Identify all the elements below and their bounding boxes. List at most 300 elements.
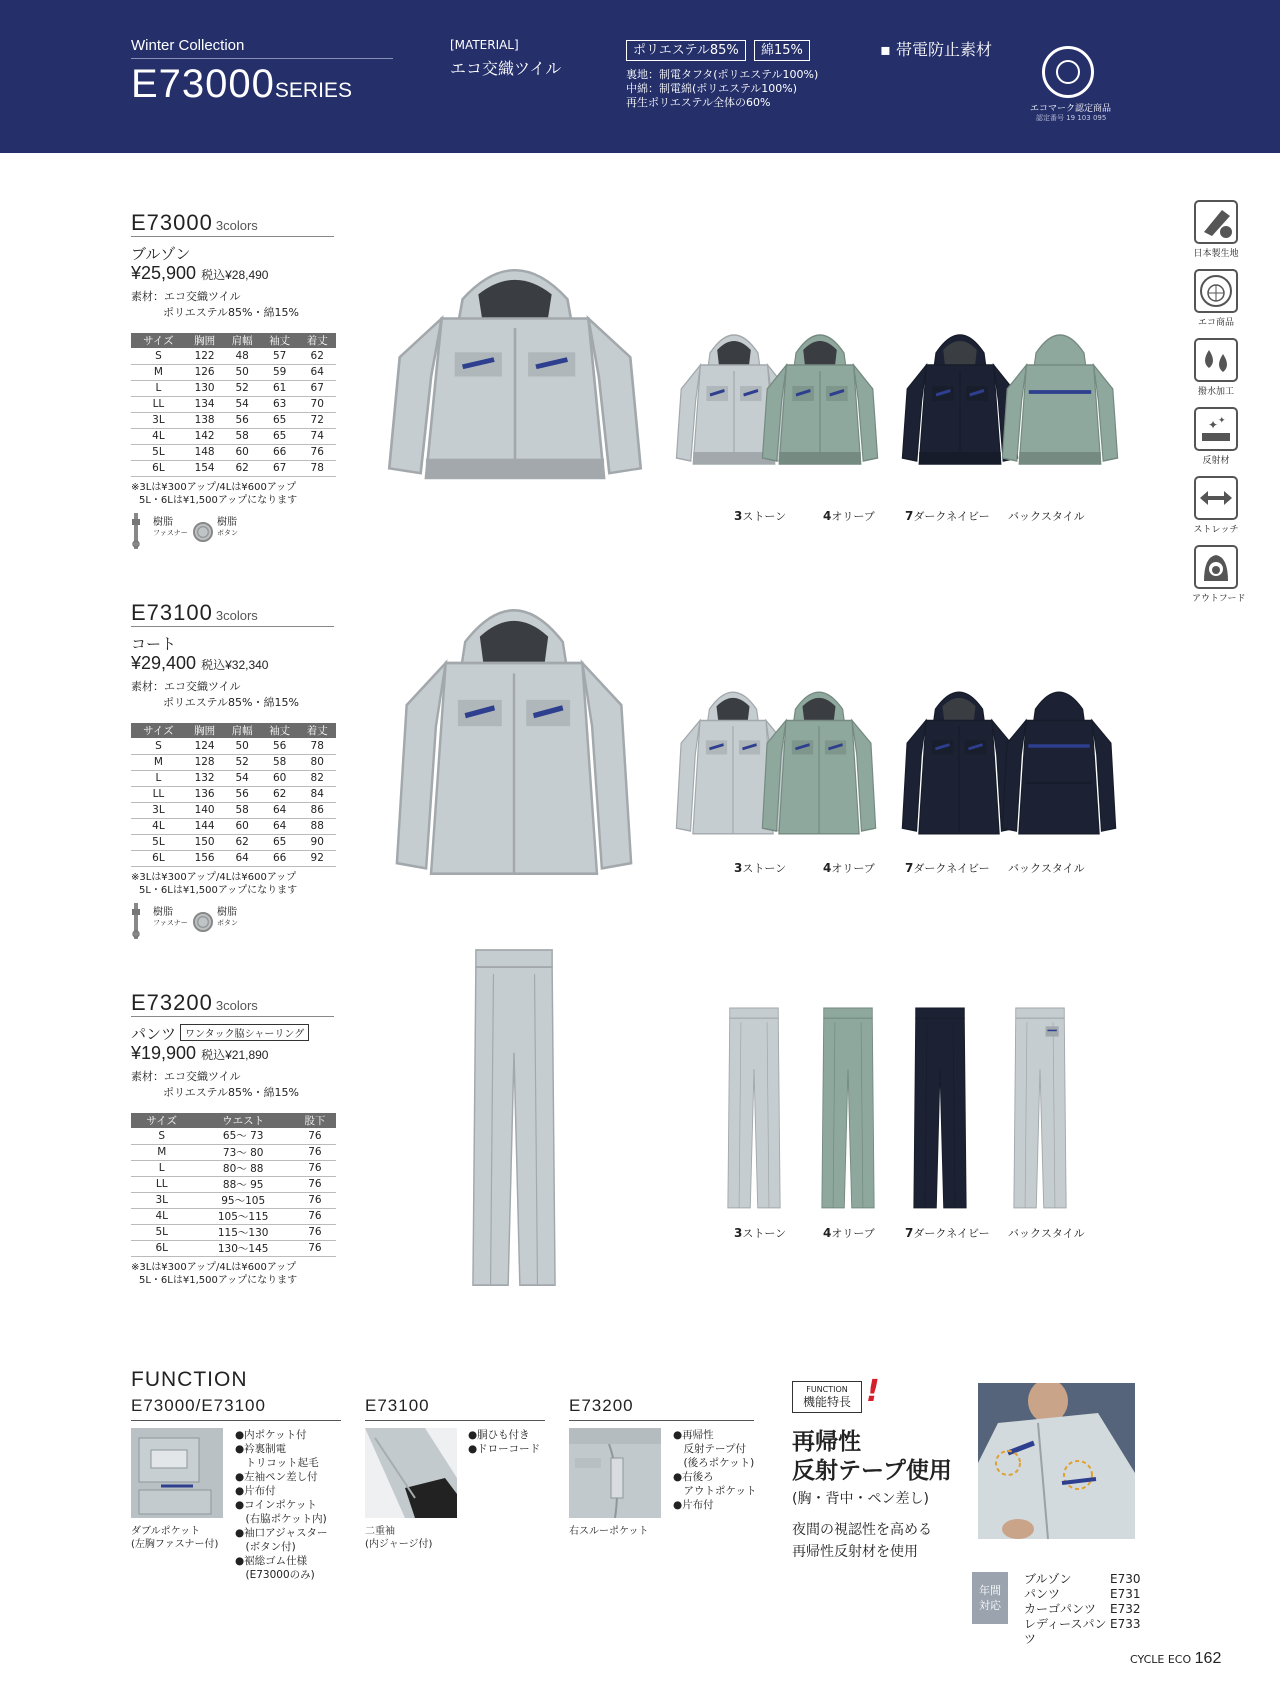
table-row	[131, 412, 336, 428]
item-code: E730	[1110, 1572, 1141, 1586]
table-cell: 65	[261, 412, 299, 428]
column-header: サイズ	[131, 1113, 192, 1128]
material-label: [MATERIAL]	[450, 38, 519, 52]
blouson-hero-image	[384, 246, 646, 536]
table-cell: 6L	[131, 460, 186, 476]
color-number: 3	[734, 861, 743, 875]
table-row	[131, 1224, 336, 1240]
table-row	[131, 1144, 336, 1160]
table-cell: 72	[298, 412, 336, 428]
item-name: ブルゾン	[1024, 1572, 1072, 1586]
table-row	[131, 786, 336, 802]
trim-info	[131, 903, 251, 939]
price-tax: 税込¥28,490	[201, 268, 269, 282]
table-cell: 95～105	[192, 1192, 293, 1208]
table-cell: 140	[186, 802, 224, 818]
product-rule	[131, 1016, 334, 1017]
table-cell: L	[131, 770, 186, 786]
table-cell: 76	[294, 1176, 336, 1192]
item-name: カーゴパンツ	[1024, 1602, 1097, 1616]
material-line: 素材：エコ交織ツイル	[131, 680, 241, 693]
color-number: 7	[905, 509, 914, 523]
table-cell: 62	[298, 348, 336, 364]
double-sleeve-photo	[365, 1428, 457, 1518]
material-line: 素材：エコ交織ツイル	[131, 290, 241, 303]
color-number: 4	[823, 1226, 832, 1240]
column-header: 肩幅	[223, 723, 261, 738]
pants-back-image	[1012, 1008, 1068, 1212]
size-note	[131, 1261, 297, 1287]
list-item	[1024, 1587, 1141, 1602]
page-number: 162	[1194, 1650, 1222, 1667]
table-cell: 59	[261, 364, 299, 380]
coat-hero-image	[392, 584, 636, 900]
table-cell: 54	[223, 396, 261, 412]
list-item: ●胴ひも付き	[468, 1429, 530, 1441]
column-header: 胸囲	[186, 723, 224, 738]
function-title: FUNCTION	[131, 1368, 248, 1391]
pants-hero-image	[470, 950, 558, 1292]
feature-badge	[1192, 338, 1240, 397]
title-line: 反射テープ使用	[792, 1458, 952, 1484]
year-label: 対応	[979, 1599, 1001, 1612]
series-title	[131, 62, 352, 107]
table-cell: 156	[186, 850, 224, 866]
blouson-back-image	[1000, 320, 1120, 500]
name-text: パンツ	[131, 1025, 177, 1043]
table-cell: 65	[261, 834, 299, 850]
material-line: 素材：エコ交織ツイル	[131, 1070, 241, 1083]
list-item: (右脇ポケット内)	[235, 1513, 327, 1525]
table-cell: 3L	[131, 802, 186, 818]
function-rule	[569, 1420, 754, 1421]
table-row	[131, 460, 336, 476]
note-line: 5L・6Lは¥1,500アップになります	[139, 885, 298, 896]
column-header: ウエスト	[192, 1113, 293, 1128]
color-label	[823, 508, 875, 524]
column-header: 肩幅	[223, 333, 261, 348]
table-cell: 66	[261, 850, 299, 866]
note-line: ※3Lは¥300アップ/4Lは¥600アップ	[131, 872, 297, 883]
table-cell: 3L	[131, 1192, 192, 1208]
table-cell: 73～ 80	[192, 1144, 293, 1160]
feature-badge	[1192, 200, 1240, 259]
function-list	[235, 1428, 328, 1582]
color-label	[734, 1225, 786, 1241]
product-price	[131, 653, 268, 674]
color-label	[734, 508, 786, 524]
product-tag: ワンタック脇シャーリング	[180, 1024, 309, 1041]
table-cell: 80	[298, 754, 336, 770]
zipper-label	[153, 518, 188, 538]
table-cell: 62	[223, 834, 261, 850]
feature-label: ストレッチ	[1193, 525, 1239, 535]
table-cell: 76	[294, 1144, 336, 1160]
product-rule	[131, 236, 334, 237]
table-row	[131, 850, 336, 866]
ecomark-icon	[1042, 46, 1094, 98]
color-name: バックスタイル	[1008, 1227, 1085, 1240]
coat-olive-image	[760, 678, 878, 848]
table-row	[131, 1176, 336, 1192]
item-name: レディースパンツ	[1024, 1617, 1107, 1646]
table-cell: 76	[294, 1224, 336, 1240]
table-cell: 60	[261, 770, 299, 786]
color-name: ストーン	[742, 862, 787, 875]
blouson-olive-image	[760, 320, 880, 500]
header-rule	[131, 58, 393, 59]
note-line: 5L・6Lは¥1,500アップになります	[139, 1275, 298, 1286]
material-name: エコ交織ツイル	[450, 59, 562, 78]
table-cell: 132	[186, 770, 224, 786]
list-item: ●ドローコード	[468, 1443, 541, 1455]
function-heading: E73100	[365, 1396, 430, 1415]
table-cell: 124	[186, 738, 224, 754]
list-item: (ボタン付)	[235, 1541, 296, 1553]
made-in-japan-icon	[1194, 200, 1238, 244]
price-text: ¥25,900	[131, 263, 197, 283]
table-cell: 150	[186, 834, 224, 850]
zip-sub-text: ファスナー	[153, 529, 188, 537]
button-sub-text: ボタン	[217, 529, 238, 537]
button-icon	[193, 522, 213, 542]
table-cell: 74	[298, 428, 336, 444]
table-cell: 130～145	[192, 1240, 293, 1256]
table-cell: 65～ 73	[192, 1128, 293, 1144]
list-item: (後ろポケット)	[673, 1457, 755, 1469]
zip-sub-text: ファスナー	[153, 919, 188, 927]
year-round-list	[1024, 1572, 1141, 1647]
table-cell: 76	[294, 1208, 336, 1224]
table-cell: 5L	[131, 1224, 192, 1240]
table-cell: 50	[223, 738, 261, 754]
note-line: ※3Lは¥300アップ/4Lは¥600アップ	[131, 1262, 297, 1273]
color-name: オリーブ	[831, 1227, 875, 1240]
item-name: パンツ	[1024, 1587, 1061, 1601]
material-line: ポリエステル85%・綿15%	[163, 696, 299, 709]
table-cell: 148	[186, 444, 224, 460]
note-line: ※3Lは¥300アップ/4Lは¥600アップ	[131, 482, 297, 493]
item-code: E733	[1110, 1617, 1141, 1631]
color-number: 7	[905, 1226, 914, 1240]
product-price	[131, 263, 268, 284]
list-item: ●袖口アジャスター	[235, 1527, 328, 1539]
zip-label-text: 樹脂	[153, 517, 173, 528]
button-label-text: 樹脂	[217, 517, 237, 528]
table-cell: M	[131, 754, 186, 770]
colors-count: 3colors	[215, 218, 258, 233]
price-text: ¥29,400	[131, 653, 197, 673]
table-cell: 67	[298, 380, 336, 396]
table-row	[131, 802, 336, 818]
series-code: E73000	[131, 62, 275, 106]
table-cell: 56	[261, 738, 299, 754]
table-cell: S	[131, 738, 186, 754]
list-item: ●片布付	[673, 1499, 714, 1511]
item-code: E731	[1110, 1587, 1141, 1601]
padding-text: 中綿：制電綿(ポリエステル100%)	[626, 82, 798, 95]
note-line: 5L・6Lは¥1,500アップになります	[139, 495, 298, 506]
table-cell: 76	[294, 1160, 336, 1176]
size-table-header	[131, 1113, 336, 1128]
table-cell: 65	[261, 428, 299, 444]
table-cell: 128	[186, 754, 224, 770]
table-cell: S	[131, 1128, 192, 1144]
column-header: 胸囲	[186, 333, 224, 348]
special-description	[792, 1519, 932, 1563]
table-cell: 138	[186, 412, 224, 428]
product-material	[131, 1069, 299, 1101]
table-cell: L	[131, 1160, 192, 1176]
color-name: オリーブ	[831, 510, 875, 523]
table-cell: 62	[223, 460, 261, 476]
fiber-cotton-badge: 綿15%	[754, 40, 810, 61]
list-item: (E73000のみ)	[235, 1569, 315, 1581]
code-text: E73000	[131, 210, 213, 235]
feature-label: 日本製生地	[1193, 249, 1239, 259]
price-text: ¥19,900	[131, 1043, 197, 1063]
size-table-header	[131, 333, 336, 348]
material-details	[626, 68, 818, 110]
pants-stone-image	[726, 1008, 782, 1212]
function-rule	[365, 1420, 545, 1421]
size-table-header	[131, 723, 336, 738]
list-item: ●左袖ペン差し付	[235, 1471, 318, 1483]
table-cell: LL	[131, 396, 186, 412]
item-code: E732	[1110, 1602, 1141, 1616]
ecomark-label: エコマーク認定商品	[1030, 104, 1112, 114]
color-name: ダークネイビー	[913, 510, 990, 523]
table-cell: 142	[186, 428, 224, 444]
table-cell: 76	[294, 1192, 336, 1208]
table-cell: 154	[186, 460, 224, 476]
series-suffix: SERIES	[274, 79, 352, 102]
table-row	[131, 770, 336, 786]
table-cell: 61	[261, 380, 299, 396]
caption-line: 右スルーポケット	[569, 1526, 649, 1537]
table-cell: 6L	[131, 850, 186, 866]
svg-text:✦: ✦	[1218, 416, 1226, 426]
list-item	[1024, 1572, 1141, 1587]
list-item: ●再帰性	[673, 1429, 714, 1441]
table-cell: 78	[298, 738, 336, 754]
list-item: ●裾総ゴム仕様	[235, 1555, 308, 1567]
table-cell: 86	[298, 802, 336, 818]
column-header: サイズ	[131, 723, 186, 738]
table-cell: 63	[261, 396, 299, 412]
collection-label: Winter Collection	[131, 37, 245, 54]
table-cell: 105～115	[192, 1208, 293, 1224]
table-cell: 57	[261, 348, 299, 364]
feature-badge	[1192, 407, 1240, 466]
feature-label: 反射材	[1202, 456, 1230, 466]
pants-dark-navy-image	[912, 1008, 968, 1212]
color-number: 3	[734, 1226, 743, 1240]
feature-badge	[1192, 476, 1240, 535]
size-table	[131, 333, 336, 477]
list-item: ●片布付	[235, 1485, 276, 1497]
zipper-label	[153, 908, 188, 928]
coat-back-image	[1000, 678, 1118, 848]
table-cell: 76	[294, 1128, 336, 1144]
table-cell: L	[131, 380, 186, 396]
table-row	[131, 1128, 336, 1144]
color-label	[905, 860, 990, 876]
color-name: ダークネイビー	[913, 1227, 990, 1240]
special-title	[792, 1428, 952, 1486]
table-cell: 3L	[131, 412, 186, 428]
table-row	[131, 738, 336, 754]
table-row	[131, 1240, 336, 1256]
table-row	[131, 1192, 336, 1208]
table-cell: 4L	[131, 1208, 192, 1224]
badge-top: FUNCTION	[806, 1385, 848, 1394]
table-cell: 64	[261, 818, 299, 834]
through-pocket-photo	[569, 1428, 661, 1518]
feature-label: エコ商品	[1197, 318, 1234, 328]
color-name: ストーン	[742, 1227, 787, 1240]
zipper-icon	[131, 903, 141, 939]
table-cell: 54	[223, 770, 261, 786]
product-name	[131, 1023, 309, 1044]
page-footer	[1130, 1650, 1221, 1668]
desc-line: 夜間の視認性を高める	[792, 1522, 932, 1538]
table-cell: 84	[298, 786, 336, 802]
table-cell: 134	[186, 396, 224, 412]
function-caption	[569, 1525, 649, 1538]
product-material	[131, 679, 299, 711]
product-name: コート	[131, 635, 177, 653]
colors-count: 3colors	[215, 608, 258, 623]
year-label: 年間	[979, 1584, 1001, 1597]
table-cell: 58	[223, 428, 261, 444]
badge-bottom: 機能特長	[802, 1395, 851, 1409]
zip-label-text: 樹脂	[153, 907, 173, 918]
table-cell: LL	[131, 786, 186, 802]
table-row	[131, 444, 336, 460]
function-heading: E73200	[569, 1396, 634, 1415]
size-note	[131, 481, 297, 507]
table-cell: 90	[298, 834, 336, 850]
table-row	[131, 834, 336, 850]
caption-line: (内ジャージ付)	[365, 1539, 433, 1550]
product-name: ブルゾン	[131, 245, 191, 263]
column-header: 着丈	[298, 723, 336, 738]
colors-count: 3colors	[215, 998, 258, 1013]
table-cell: M	[131, 1144, 192, 1160]
product-code	[131, 990, 258, 1016]
color-label	[1008, 1225, 1085, 1241]
color-label	[1008, 860, 1085, 876]
column-header: 袖丈	[261, 333, 299, 348]
table-row	[131, 380, 336, 396]
color-name: オリーブ	[831, 862, 875, 875]
column-header: 着丈	[298, 333, 336, 348]
table-cell: 56	[223, 412, 261, 428]
color-name: ダークネイビー	[913, 862, 990, 875]
color-label	[905, 508, 990, 524]
svg-text:✦: ✦	[1208, 418, 1219, 432]
table-cell: 88	[298, 818, 336, 834]
table-row	[131, 364, 336, 380]
list-item: ●右後ろ	[673, 1471, 714, 1483]
size-table	[131, 1113, 336, 1257]
product-code	[131, 600, 258, 626]
button-label	[217, 518, 238, 538]
button-sub-text: ボタン	[217, 919, 238, 927]
list-item	[1024, 1617, 1141, 1647]
table-cell: M	[131, 364, 186, 380]
list-item: 反射テープ付	[673, 1443, 746, 1455]
table-row	[131, 428, 336, 444]
table-cell: 78	[298, 460, 336, 476]
table-cell: 4L	[131, 818, 186, 834]
table-cell: 76	[294, 1240, 336, 1256]
exclamation-mark: !	[866, 1374, 880, 1409]
table-cell: 5L	[131, 834, 186, 850]
color-number: 4	[823, 861, 832, 875]
feature-label: アウトフード	[1192, 594, 1246, 604]
table-cell: 60	[223, 818, 261, 834]
table-cell: 122	[186, 348, 224, 364]
table-cell: 64	[298, 364, 336, 380]
color-label	[823, 1225, 875, 1241]
list-item: ●コインポケット	[235, 1499, 317, 1511]
caption-line: (左胸ファスナー付)	[131, 1539, 219, 1550]
table-cell: 4L	[131, 428, 186, 444]
code-text: E73200	[131, 990, 213, 1015]
trim-info	[131, 513, 251, 549]
color-label	[734, 860, 786, 876]
list-item: ●衿裏制電	[235, 1443, 287, 1455]
code-text: E73100	[131, 600, 213, 625]
antistatic-feature: ▪ 帯電防止素材	[880, 40, 992, 59]
product-price	[131, 1043, 268, 1064]
stretch-arrows-icon	[1194, 476, 1238, 520]
table-cell: 70	[298, 396, 336, 412]
table-cell: 88～ 95	[192, 1176, 293, 1192]
table-cell: 136	[186, 786, 224, 802]
caption-line: 二重袖	[365, 1526, 395, 1537]
table-cell: 115～130	[192, 1224, 293, 1240]
product-code	[131, 210, 258, 236]
feature-badge	[1192, 269, 1240, 328]
double-pocket-photo	[131, 1428, 223, 1518]
table-cell: 80～ 88	[192, 1160, 293, 1176]
table-cell: 64	[261, 802, 299, 818]
column-header: サイズ	[131, 333, 186, 348]
table-cell: 64	[223, 850, 261, 866]
reflective-icon	[1194, 407, 1238, 451]
table-cell: 48	[223, 348, 261, 364]
button-label	[217, 908, 238, 928]
table-cell: 52	[223, 754, 261, 770]
table-cell: 58	[261, 754, 299, 770]
table-cell: 82	[298, 770, 336, 786]
recycle-globe-icon	[1194, 269, 1238, 313]
table-row	[131, 396, 336, 412]
table-cell: 144	[186, 818, 224, 834]
table-row	[131, 754, 336, 770]
size-table	[131, 723, 336, 867]
year-round-badge	[972, 1572, 1008, 1624]
color-number: 3	[734, 509, 743, 523]
color-label	[905, 1225, 990, 1241]
table-cell: 56	[223, 786, 261, 802]
product-material	[131, 289, 299, 321]
series-header	[0, 0, 1280, 153]
function-list	[673, 1428, 756, 1512]
